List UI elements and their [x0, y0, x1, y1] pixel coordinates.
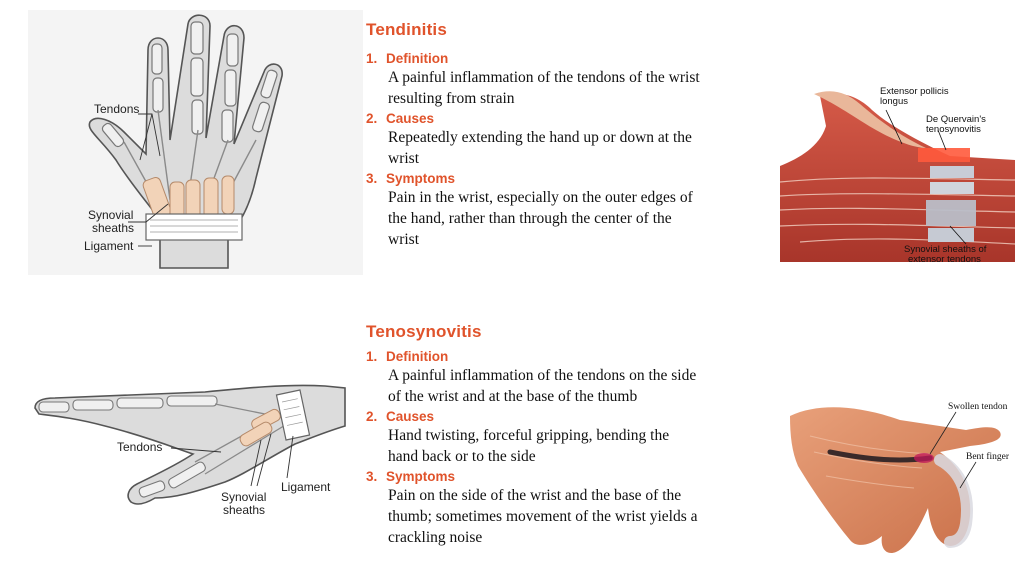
tendinitis-anatomy-photo	[780, 86, 1015, 268]
item-line: Hand twisting, forceful gripping, bending the	[388, 427, 670, 444]
item-line: Pain on the side of the wrist and the base of the	[388, 487, 682, 504]
label-ligament: Ligament	[281, 480, 331, 494]
tenosynovitis-definition	[366, 348, 766, 407]
item-number: 3.	[366, 171, 378, 186]
tendinitis-text	[366, 20, 766, 251]
label-synovial-line2: sheaths	[92, 221, 135, 235]
tendinitis-title: Tendinitis	[366, 20, 448, 39]
tenosynovitis-symptoms	[366, 468, 766, 548]
item-line: wrist	[388, 231, 419, 248]
label-synovial-line1: Synovial	[88, 208, 134, 222]
tenosynovitis-anatomy-photo	[790, 396, 1018, 560]
item-number: 1.	[366, 349, 378, 364]
item-line: resulting from strain	[388, 90, 515, 107]
item-heading: Definition	[386, 51, 449, 66]
label-synovial-line1: Synovial	[221, 490, 267, 504]
label-extensor-pollicis-line2: longus	[880, 96, 908, 107]
hand-dorsal-svg	[28, 10, 363, 275]
tendinitis-causes	[366, 110, 766, 169]
label-synovial-sheaths-line1: Synovial sheaths of	[904, 244, 987, 255]
tenosynovitis-causes	[366, 408, 766, 467]
item-line: hand back or to the side	[388, 448, 536, 465]
tendinitis-symptoms	[366, 170, 766, 250]
item-line: wrist	[388, 150, 419, 167]
item-heading: Symptoms	[386, 171, 456, 186]
item-line: A painful inflammation of the tendons of the wrist	[388, 69, 700, 86]
label-ligament: Ligament	[84, 239, 134, 253]
item-line: Repeatedly extending the hand up or down at the	[388, 129, 692, 146]
item-number: 2.	[366, 111, 378, 126]
item-number: 2.	[366, 409, 378, 424]
item-line: thumb; sometimes movement of the wrist yields a	[388, 508, 698, 525]
label-swollen-tendon: Swollen tendon	[948, 402, 1008, 412]
label-de-quervain-line1: De Quervain's	[926, 114, 986, 125]
tenosynovitis-hand-diagram	[25, 378, 355, 520]
tenosynovitis-text	[366, 322, 766, 549]
item-line: crackling noise	[388, 529, 483, 546]
item-number: 1.	[366, 51, 378, 66]
label-extensor-pollicis-line1: Extensor pollicis	[880, 86, 949, 97]
item-line: Pain in the wrist, especially on the outer edges of	[388, 189, 693, 206]
tenosynovitis-title: Tenosynovitis	[366, 322, 482, 341]
item-heading: Causes	[386, 111, 435, 126]
item-line: of the wrist and at the base of the thumb	[388, 388, 638, 405]
label-synovial-sheaths-line2: extensor tendons	[908, 254, 981, 265]
label-de-quervain-line2: tenosynovitis	[926, 124, 981, 135]
item-line: A painful inflammation of the tendons on the side	[388, 367, 697, 384]
label-bent-finger: Bent finger	[966, 452, 1010, 462]
item-number: 3.	[366, 469, 378, 484]
hand-swollen-tendon-svg	[790, 396, 1018, 560]
item-heading: Causes	[386, 409, 435, 424]
item-heading: Definition	[386, 349, 449, 364]
label-tendons: Tendons	[117, 440, 163, 454]
label-synovial-line2: sheaths	[223, 503, 266, 517]
tendinitis-hand-diagram	[28, 10, 363, 275]
hand-lateral-svg	[25, 378, 355, 520]
item-heading: Symptoms	[386, 469, 456, 484]
item-line: the hand, rather than through the center of the	[388, 210, 672, 227]
tendinitis-definition	[366, 50, 766, 109]
label-tendons: Tendons	[94, 102, 140, 116]
